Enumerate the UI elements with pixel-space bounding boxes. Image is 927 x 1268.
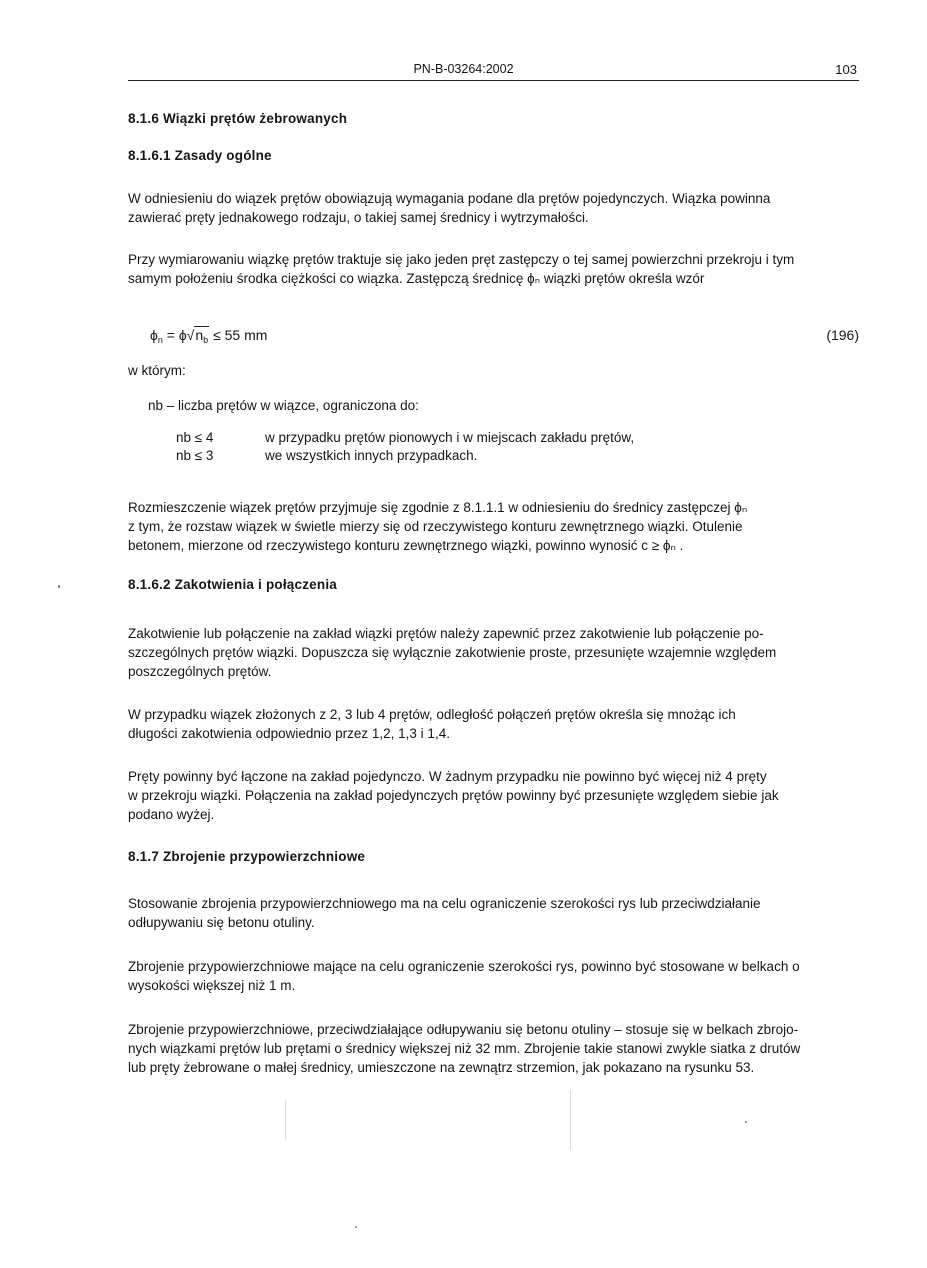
paragraph-8-1-6-1-a <box>128 189 859 227</box>
formula-number: (196) <box>826 327 859 343</box>
condition-1-lhs: nb ≤ 4 <box>176 430 214 445</box>
text-line: samym położeniu środka ciężkości co wiązka. Zastępczą średnicę ϕₙ wiązki prętów określa wzór <box>128 271 705 286</box>
formula-phi-subscript: n <box>157 335 163 345</box>
paragraph-8-1-7-a <box>128 894 859 932</box>
nb-definition: nb – liczba prętów w wiązce, ograniczona do: <box>148 398 419 413</box>
formula-rhs: ≤ 55 mm <box>213 327 268 343</box>
header-rule <box>128 80 859 81</box>
square-root-icon: √ <box>186 327 195 343</box>
where-label: w którym: <box>128 363 186 378</box>
text-line: W przypadku wiązek złożonych z 2, 3 lub 4 prętów, odległość połączeń prętów określa się mnożąc ich <box>128 707 736 722</box>
paragraph-8-1-6-2-b <box>128 705 859 743</box>
text-line: Zbrojenie przypowierzchniowe mające na celu ograniczenie szerokości rys, powinno być stosowane w belkach o <box>128 959 800 974</box>
text-line: Przy wymiarowaniu wiązkę prętów traktuje się jako jeden pręt zastępczy o tej samej powierzchni przekroju i tym <box>128 252 795 267</box>
text-line: odłupywaniu się betonu otuliny. <box>128 915 315 930</box>
text-line: w przekroju wiązki. Połączenia na zakład pojedynczych prętów powinny być przesunięte względem siebie jak <box>128 788 779 803</box>
header-standard-id: PN-B-03264:2002 <box>413 62 514 76</box>
paragraph-8-1-6-2-c <box>128 767 859 824</box>
scan-speck <box>570 1090 571 1150</box>
section-title-8-1-6-2: 8.1.6.2 Zakotwienia i połączenia <box>128 577 337 592</box>
text-line: z tym, że rozstaw wiązek w świetle mierzy się od rzeczywistego konturu zewnętrznego wiązki. Otulenie <box>128 519 743 534</box>
formula-equals: = <box>166 327 175 343</box>
paragraph-8-1-6-1-c <box>128 498 859 555</box>
formula-radicand <box>194 326 209 343</box>
text-line: poszczególnych prętów. <box>128 664 272 679</box>
text-line: Pręty powinny być łączone na zakład pojedynczo. W żadnym przypadku nie powinno być więcej niż 4 pręty <box>128 769 767 784</box>
text-line: lub pręty żebrowane o małej średnicy, umieszczone na zewnątrz strzemion, jak pokazano na rysunku 53. <box>128 1060 755 1075</box>
paragraph-8-1-6-1-b <box>128 250 859 288</box>
text-line: wysokości większej niż 1 m. <box>128 978 296 993</box>
text-line: szczególnych prętów wiązki. Dopuszcza się wyłącznie zakotwienie proste, przesunięte wzajemnie względem <box>128 645 777 660</box>
scan-speck <box>355 1226 357 1228</box>
section-title-8-1-6: 8.1.6 Wiązki prętów żebrowanych <box>128 111 348 126</box>
header-page-number: 103 <box>835 62 857 77</box>
paragraph-8-1-7-b <box>128 957 859 995</box>
text-line: betonem, mierzone od rzeczywistego konturu zewnętrznego wiązki, powinno wynosić c ≥ ϕₙ . <box>128 538 684 553</box>
scan-speck <box>58 585 60 588</box>
text-line: Zbrojenie przypowierzchniowe, przeciwdziałające odłupywaniu się betonu otuliny – stosuje się w belkach zbrojo- <box>128 1022 799 1037</box>
text-line: zawierać pręty jednakowego rodzaju, o takiej samej średnicy i wytrzymałości. <box>128 210 589 225</box>
condition-1-text: w przypadku prętów pionowych i w miejscach zakładu prętów, <box>265 430 635 445</box>
text-line: W odniesieniu do wiązek prętów obowiązują wymagania podane dla prętów pojedynczych. Wiązka powinna <box>128 191 771 206</box>
text-line: Stosowanie zbrojenia przypowierzchniowego ma na celu ograniczenie szerokości rys lub przeciwdziałanie <box>128 896 761 911</box>
formula-phi-symbol: ϕ <box>150 327 158 343</box>
text-line: nych wiązkami prętów lub prętami o średnicy większej niż 32 mm. Zbrojenie takie stanowi zwykle siatka z drutów <box>128 1041 801 1056</box>
formula-phi: ϕ <box>178 327 187 343</box>
condition-2-lhs: nb ≤ 3 <box>176 448 214 463</box>
scan-speck <box>745 1121 747 1123</box>
formula-n-symbol: n <box>195 327 204 343</box>
formula-196 <box>150 327 267 345</box>
section-title-8-1-6-1: 8.1.6.1 Zasady ogólne <box>128 148 272 163</box>
text-line: Rozmieszczenie wiązek prętów przyjmuje się zgodnie z 8.1.1.1 w odniesieniu do średnicy zastępczej ϕₙ <box>128 500 748 515</box>
text-line: podano wyżej. <box>128 807 215 822</box>
paragraph-8-1-7-c <box>128 1020 859 1077</box>
formula-n-subscript: b <box>203 335 209 345</box>
text-line: Zakotwienie lub połączenie na zakład wiązki prętów należy zapewnić przez zakotwienie lub połączenie po- <box>128 626 764 641</box>
scan-speck <box>285 1100 286 1140</box>
condition-2-text: we wszystkich innych przypadkach. <box>265 448 478 463</box>
paragraph-8-1-6-2-a <box>128 624 859 681</box>
section-title-8-1-7: 8.1.7 Zbrojenie przypowierzchniowe <box>128 849 366 864</box>
text-line: długości zakotwienia odpowiednio przez 1,2, 1,3 i 1,4. <box>128 726 450 741</box>
